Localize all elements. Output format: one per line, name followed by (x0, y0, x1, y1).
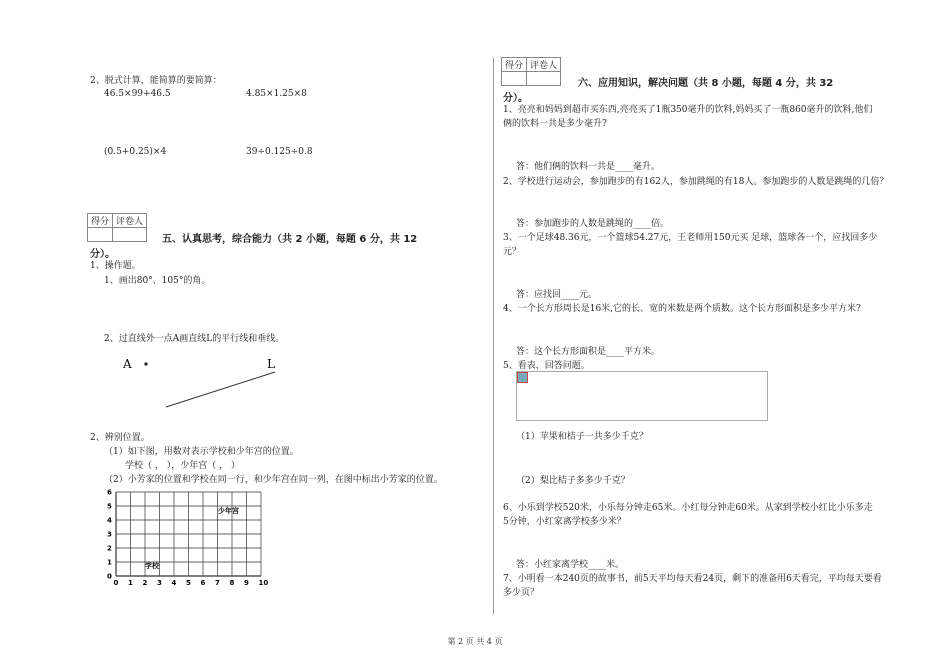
broken-image-icon (517, 372, 528, 383)
x-tick-label: 10 (258, 579, 269, 587)
parallel-line-question: 2、过直线外一点A画直线L的平行线和垂线。 (104, 334, 285, 344)
shaoniangong-label: 少年宫 (218, 507, 239, 515)
score-box-section6 (501, 57, 561, 86)
x-tick-label: 6 (200, 579, 206, 587)
column-divider (493, 58, 494, 614)
grid-ticks (107, 489, 268, 588)
coordinate-grid (100, 486, 275, 588)
point-a-label: A (123, 357, 132, 371)
position-question: 2、辨别位置。 (90, 433, 150, 443)
calc-item-4: 39÷0.125÷0.8 (246, 147, 313, 157)
line-l-label: L (267, 357, 275, 371)
grader-cell[interactable] (113, 228, 147, 242)
section6-heading-cont: 分）。 (503, 93, 528, 104)
calc-item-1: 46.5×99+46.5 (104, 89, 171, 99)
calc-question-title: 2、脱式计算，能简算的要简算： (90, 76, 222, 86)
problem-5: 5、看表，回答问题。 (503, 361, 590, 371)
grader-cell[interactable] (527, 72, 561, 86)
answer-3: 答：应找回____元。 (516, 290, 598, 300)
grader-label: 评卷人 (527, 58, 561, 72)
problem-1-cont: 俩的饮料一共是多少毫升? (503, 119, 607, 129)
score-box-section5 (87, 213, 147, 242)
problem-5-sub-2: （2）梨比桔子多多少千克？ (516, 476, 630, 486)
score-label: 得分 (88, 214, 113, 228)
problem-3: 3、一个足球48.36元，一个篮球54.27元，王老师用150元买 足球，篮球各一个，应找回多少 (503, 233, 878, 243)
answer-6: 答：小红家离学校____米。 (516, 560, 625, 570)
y-tick-label: 6 (107, 488, 112, 497)
x-tick-label: 7 (215, 579, 220, 587)
problem-3-cont: 元？ (503, 247, 522, 257)
problem-7-cont: 多少页？ (503, 588, 540, 598)
point-a-dot (144, 362, 147, 365)
problem-6: 6、小乐到学校520米，小乐每分钟走65米。小红每分钟走60米。从家到学校小红比小乐多走 (503, 503, 873, 513)
x-tick-label: 5 (186, 579, 191, 587)
score-cell[interactable] (88, 228, 113, 242)
page-footer: 第 2 页 共 4 页 (447, 637, 503, 646)
x-tick-label: 8 (229, 579, 235, 587)
position-subquestion-1: （1）如下图，用数对表示学校和少年宫的位置。 (104, 447, 299, 457)
school-label: 学校 (145, 562, 159, 570)
y-tick-label: 2 (107, 544, 112, 553)
calc-item-2: 4.85×1.25×8 (246, 89, 307, 99)
answer-4: 答：这个长方形面积是____平方米。 (516, 347, 661, 357)
score-cell[interactable] (502, 72, 527, 86)
position-subquestion-2: （2）小芳家的位置和学校在同一行，和少年宫在同一列，在图中标出小芳家的位置。 (104, 475, 443, 485)
grader-label: 评卷人 (113, 214, 147, 228)
problem-7: 7、小明看一本240页的故事书，前5天平均每天看24页，剩下的准备用6天看完，平均每天要看 (503, 574, 882, 584)
data-table-placeholder (516, 371, 768, 421)
x-tick-label: 2 (142, 579, 148, 587)
y-tick-label: 0 (107, 572, 112, 581)
grid-lines (116, 492, 261, 576)
x-tick-label: 9 (244, 579, 249, 587)
problem-6-cont: 5分钟，小红家离学校多少米？ (503, 517, 626, 527)
point-line-figure (115, 350, 295, 415)
x-tick-label: 4 (171, 579, 177, 587)
section5-heading-cont: 分）。 (90, 249, 115, 260)
section5-heading: 五、认真思考，综合能力（共 2 小题，每题 6 分，共 12 (162, 234, 418, 245)
answer-2: 答：参加跑步的人数是跳绳的____倍。 (516, 219, 670, 229)
problem-2: 2、学校进行运动会，参加跑步的有162人，参加跳绳的有18人。参加跑步的人数是跳绳的几倍？ (503, 177, 889, 187)
operation-question: 1、操作题。 (90, 261, 141, 271)
x-tick-label: 1 (128, 579, 133, 587)
draw-angle-question: 1、画出80°、105°的角。 (104, 276, 211, 286)
y-tick-label: 3 (107, 530, 112, 539)
y-tick-label: 1 (107, 558, 112, 567)
line-l (166, 372, 275, 407)
answer-1: 答：他们俩的饮料一共是____毫升。 (516, 162, 661, 172)
x-tick-label: 0 (113, 579, 119, 587)
calc-item-3: (0.5+0.25)×4 (104, 147, 167, 157)
problem-1: 1、亮亮和妈妈到超市买东西,亮亮买了1瓶350毫升的饮料,妈妈买了一瓶860毫升的饮料,他们 (503, 105, 873, 115)
position-answer-line: 学校（ ， ），少年宫（ ， ） (125, 461, 240, 471)
y-tick-label: 5 (107, 502, 112, 511)
y-tick-label: 4 (107, 516, 112, 525)
problem-4: 4、一个长方形周长是16米,它的长、宽的米数是两个质数。这个长方形面积是多少平方米? (503, 304, 861, 314)
problem-5-sub-1: （1）苹果和桔子一共多少千克？ (516, 432, 648, 442)
section6-heading: 六、应用知识，解决问题（共 8 小题，每题 4 分，共 32 (578, 78, 834, 89)
x-tick-label: 3 (157, 579, 162, 587)
score-label: 得分 (502, 58, 527, 72)
